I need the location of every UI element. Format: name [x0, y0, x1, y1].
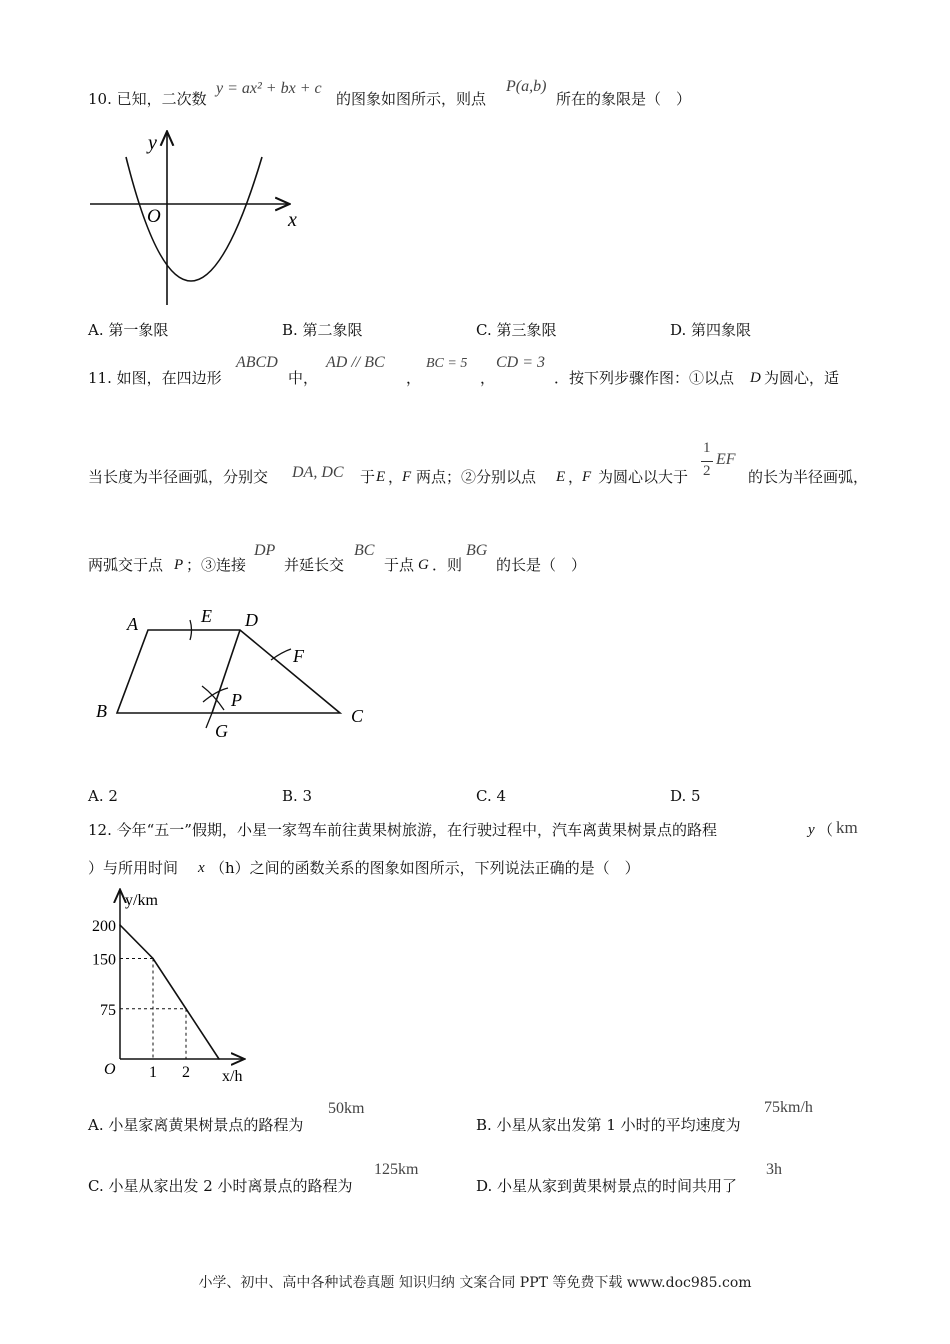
q11-comma-2: ，	[480, 369, 496, 387]
q11-stem-5: 当长度为半径画弧，分别交	[88, 468, 269, 486]
q12-option-d: D. 小星从家到黄果树景点的时间共用了	[476, 1177, 738, 1195]
q11-stem-10: 两弧交于点	[88, 556, 164, 574]
q11-cd-3: CD = 3	[496, 354, 546, 371]
q10-option-a: A. 第一象限	[88, 321, 169, 339]
arc-f	[271, 649, 291, 660]
q11-bc: BC	[354, 542, 375, 559]
q11-ef: EF	[716, 451, 736, 468]
ray-pg	[206, 713, 212, 728]
fraction-bar	[701, 461, 713, 462]
q11-point-d: D	[750, 370, 761, 386]
q11-point-f2: F	[582, 469, 592, 485]
q12-var-y: y	[808, 822, 815, 838]
q12-option-a-value: 50km	[328, 1100, 365, 1117]
q12-stem-line1: 12. 今年“五一”假期，小星一家驾车前往黄果树旅游，在行驶过程中，汽车离黄果树景点的路程	[88, 821, 717, 839]
y-tick-label-150: 150	[92, 951, 116, 969]
q11-option-d: D. 5	[670, 787, 701, 805]
x-axis-label: x	[288, 209, 297, 231]
q11-comma-1: ，	[406, 369, 422, 387]
q11-parallel: AD // BC	[326, 354, 385, 371]
q11-point-g: G	[418, 557, 429, 573]
q11-point-f: F	[402, 469, 412, 485]
q11-sep-2: ，	[568, 468, 584, 486]
label-a: A	[127, 614, 138, 634]
q11-abcd: ABCD	[236, 354, 278, 371]
q11-stem-12: 并延长交	[284, 556, 345, 574]
q11-bg: BG	[466, 542, 488, 559]
x-tick-label-1: 1	[149, 1064, 157, 1081]
label-d: D	[245, 610, 258, 630]
q11-option-a: A. 2	[88, 787, 118, 805]
q11-stem-7: 两点；②分别以点	[416, 468, 537, 486]
q10-stem-mid: 的图象如图所示，则点	[336, 90, 487, 108]
q10-parabola-figure	[80, 125, 310, 310]
data-point-0	[119, 924, 121, 926]
q12-paren-open: （	[818, 821, 834, 839]
q12-unit-km: km	[836, 818, 858, 837]
q10-formula: y = ax² + bx + c	[216, 80, 322, 97]
origin-label: O	[147, 206, 161, 227]
data-point-3	[218, 1058, 220, 1060]
q11-option-b: B. 3	[282, 787, 313, 805]
q10-stem-end: 所在的象限是（ ）	[556, 90, 692, 108]
page-footer: 小学、初中、高中各种试卷真题 知识归纳 文案合同 PPT 等免费下载 www.doc985.com	[198, 1275, 752, 1291]
q11-bc-5: BC = 5	[426, 356, 468, 371]
q10-option-c: C. 第三象限	[476, 321, 557, 339]
q12-stem-line2a: ）与所用时间	[88, 859, 179, 877]
q10-stem-start: 10. 已知，二次数	[88, 90, 207, 108]
q11-option-c: C. 4	[476, 787, 507, 805]
q12-option-c-value: 125km	[374, 1161, 419, 1178]
q11-dp: DP	[254, 542, 276, 559]
q12-stem-line2b: （h）之间的函数关系的图象如图所示，下列说法正确的是（ ）	[210, 859, 640, 877]
y-tick-label-75: 75	[100, 1001, 116, 1019]
q11-stem-4: 为圆心，适	[764, 369, 840, 387]
fraction-numerator: 1	[703, 440, 711, 456]
q12-option-b-value: 75km/h	[764, 1099, 813, 1116]
q11-quadrilateral-figure	[90, 600, 390, 750]
q12-option-d-value: 3h	[766, 1161, 782, 1178]
quadrilateral-abcd	[117, 630, 340, 713]
q10-point: P(a,b)	[506, 78, 547, 95]
data-point-1	[152, 958, 154, 960]
q12-var-x: x	[198, 860, 205, 876]
q12-option-c: C. 小星从家出发 2 小时离景点的路程为	[88, 1177, 353, 1195]
q11-sep: ，	[388, 468, 404, 486]
q11-point-e: E	[376, 469, 386, 485]
label-c: C	[351, 706, 364, 726]
q12-option-b: B. 小星从家出发第 1 小时的平均速度为	[476, 1116, 741, 1134]
q11-stem-8: 为圆心以大于	[598, 468, 689, 486]
chart-y-axis-label: y/km	[125, 892, 158, 909]
series-line	[120, 925, 219, 1059]
data-point-2	[185, 1008, 187, 1010]
q12-option-a: A. 小星家离黄果树景点的路程为	[88, 1116, 304, 1134]
q11-stem-9: 的长为半径画弧，	[748, 468, 869, 486]
q11-stem-1: 11. 如图，在四边形	[88, 369, 222, 387]
y-tick-label-200: 200	[92, 918, 116, 935]
q11-stem-11: ；③连接	[186, 556, 247, 574]
q11-stem-2: 中，	[288, 369, 319, 387]
q11-stem-13: 于点	[384, 556, 415, 574]
q11-stem-3: ．按下列步骤作图：①以点	[554, 369, 735, 387]
q11-point-e2: E	[556, 469, 566, 485]
q10-option-d: D. 第四象限	[670, 321, 752, 339]
q11-stem-6: 于	[360, 468, 376, 486]
q11-dadc: DA, DC	[292, 464, 344, 481]
x-tick-label-2: 2	[182, 1064, 190, 1081]
q12-distance-time-chart	[80, 885, 280, 1085]
chart-x-axis-label: x/h	[222, 1068, 243, 1085]
q11-stem-14: ．则	[432, 556, 463, 574]
q11-stem-15: 的长是（ ）	[496, 556, 587, 574]
label-p: P	[231, 690, 242, 710]
q11-point-p: P	[174, 557, 184, 573]
fraction-denominator: 2	[703, 463, 711, 479]
label-g: G	[215, 721, 228, 741]
y-axis-label: y	[148, 132, 157, 154]
label-f: F	[293, 646, 304, 666]
label-e: E	[201, 606, 212, 626]
chart-origin-label: O	[104, 1061, 116, 1078]
label-b: B	[96, 701, 107, 721]
q10-option-b: B. 第二象限	[282, 321, 363, 339]
